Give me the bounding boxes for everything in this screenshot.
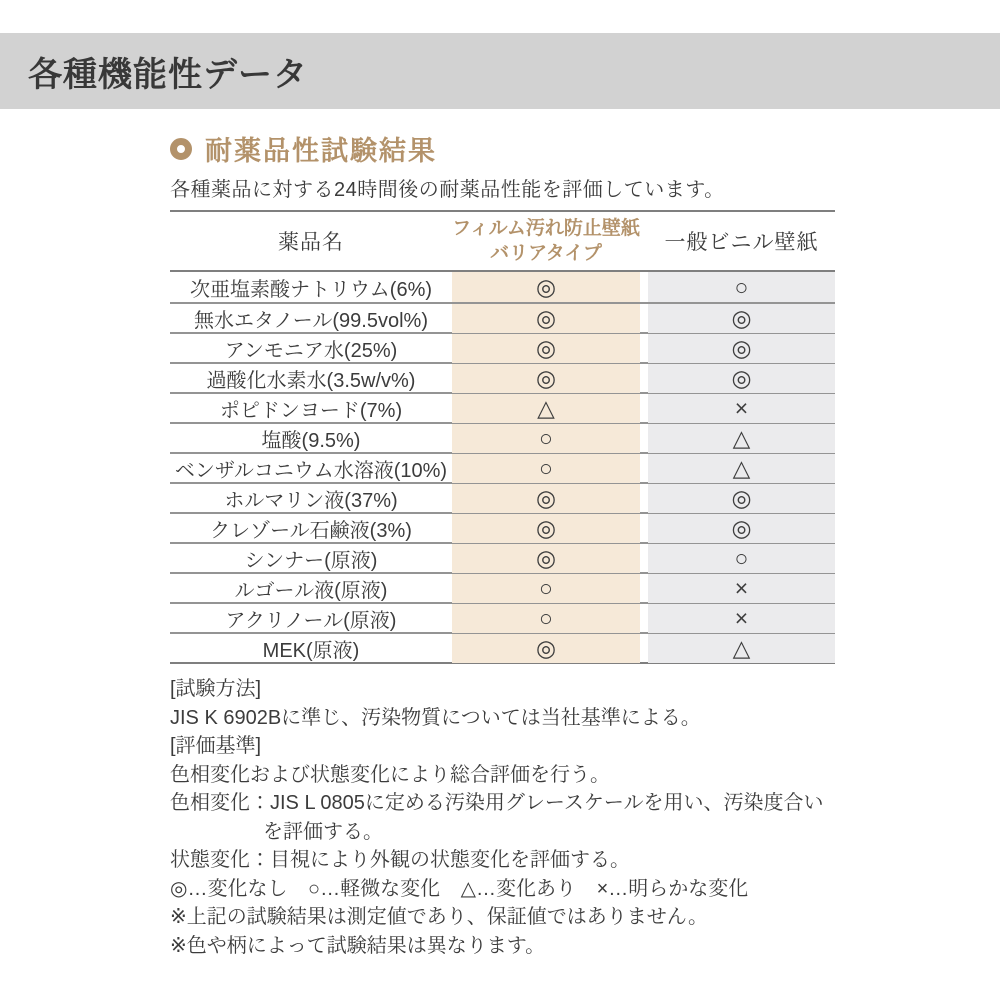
vinyl-wallpaper-rating: △ (648, 634, 835, 663)
chemical-name: アンモニア水(25%) (224, 340, 398, 362)
vinyl-wallpaper-rating: ◎ (648, 304, 835, 333)
column-gap (640, 212, 648, 270)
film-wallpaper-rating: △ (452, 394, 640, 423)
column-gap (640, 574, 648, 603)
disclaimer-color-pattern: ※色や柄によって試験結果は異なります。 (170, 934, 546, 957)
film-wallpaper-rating: ◎ (452, 484, 640, 513)
table-row (170, 512, 835, 542)
page-title: 各種機能性データ (28, 55, 308, 94)
legend-item-clear-change: ×…明らかな変化 (596, 877, 749, 900)
legend-item-change: △…変化あり (460, 877, 577, 900)
table-row (170, 632, 835, 662)
chemical-resistance-table (170, 210, 835, 664)
column-gap (640, 334, 648, 363)
film-wallpaper-rating: ◎ (452, 304, 640, 333)
table-row (170, 392, 835, 422)
film-wallpaper-rating: ◎ (452, 634, 640, 663)
section-heading (170, 129, 437, 168)
column-gap (640, 484, 648, 513)
column-gap (640, 364, 648, 393)
column-header-film-wallpaper (452, 212, 640, 270)
column-gap (640, 304, 648, 333)
vinyl-wallpaper-rating: ○ (648, 272, 835, 302)
legend-item-no-change: ◎…変化なし (170, 877, 288, 900)
table-row (170, 362, 835, 392)
column-gap (640, 514, 648, 543)
vinyl-wallpaper-rating: × (648, 394, 835, 423)
disclaimer-measured-values: ※上記の試験結果は測定値であり、保証値ではありません。 (170, 906, 708, 928)
column-gap (640, 272, 648, 302)
test-method-label: [試験方法] (170, 678, 262, 700)
film-wallpaper-rating: ◎ (452, 544, 640, 573)
criteria-label: [評価基準] (170, 735, 262, 757)
table-row (170, 602, 835, 632)
vinyl-wallpaper-rating: ◎ (648, 484, 835, 513)
chemical-name: ベンザルコニウム水溶液(10%) (174, 460, 448, 482)
film-wallpaper-rating: ◎ (452, 334, 640, 363)
hue-change-line2: を評価する。 (263, 820, 383, 843)
column-header-film-line2: バリアタイプ (490, 243, 602, 264)
chemical-name: 過酸化水素水(3.5w/v%) (206, 370, 416, 392)
notes-block (170, 675, 860, 960)
table-header-row (170, 212, 835, 272)
chemical-name: ホルマリン液(37%) (224, 490, 398, 512)
table-row (170, 482, 835, 512)
column-gap (640, 394, 648, 423)
test-method-text: JIS K 6902Bに準じ、汚染物質については当社基準による。 (170, 706, 701, 729)
vinyl-wallpaper-rating: × (648, 574, 835, 603)
hue-change-line1: 色相変化：JIS L 0805に定める汚染用グレースケールを用い、汚染度合い (170, 792, 824, 814)
state-change-text: 状態変化：目視により外観の状態変化を評価する。 (170, 849, 630, 871)
table-row (170, 272, 835, 302)
film-wallpaper-rating: ○ (452, 424, 640, 453)
vinyl-wallpaper-rating: △ (648, 454, 835, 483)
rating-legend (170, 875, 860, 904)
film-wallpaper-rating: ○ (452, 574, 640, 603)
film-wallpaper-rating: ◎ (452, 364, 640, 393)
chemical-name: 次亜塩素酸ナトリウム(6%) (189, 278, 433, 301)
film-wallpaper-rating: ○ (452, 454, 640, 483)
column-gap (640, 604, 648, 633)
column-gap (640, 424, 648, 453)
chemical-name: MEK(原液) (262, 640, 360, 662)
table-row (170, 452, 835, 482)
column-header-chemical: 薬品名 (278, 231, 344, 254)
chemical-name: 塩酸(9.5%) (261, 430, 361, 452)
column-gap (640, 634, 648, 663)
page-title-bar (0, 33, 1000, 109)
column-header-film-line1: フィルム汚れ防止壁紙 (452, 218, 640, 239)
section-heading-text: 耐薬品性試験結果 (205, 136, 437, 166)
criteria-text: 色相変化および状態変化により総合評価を行う。 (170, 763, 610, 786)
film-wallpaper-rating: ◎ (452, 272, 640, 302)
chemical-name: クレゾール石鹸液(3%) (210, 520, 412, 542)
ring-bullet-icon (170, 138, 192, 160)
vinyl-wallpaper-rating: ◎ (648, 364, 835, 393)
column-gap (640, 544, 648, 573)
column-header-vinyl-wallpaper: 一般ビニル壁紙 (664, 231, 819, 254)
vinyl-wallpaper-rating: ○ (648, 544, 835, 573)
vinyl-wallpaper-rating: ◎ (648, 514, 835, 543)
table-row (170, 572, 835, 602)
chemical-name: ポピドンヨード(7%) (219, 400, 403, 422)
film-wallpaper-rating: ○ (452, 604, 640, 633)
table-row (170, 302, 835, 332)
column-gap (640, 454, 648, 483)
chemical-name: 無水エタノール(99.5vol%) (194, 310, 428, 332)
legend-item-slight-change: ○…軽微な変化 (308, 877, 441, 900)
table-row (170, 332, 835, 362)
table-row (170, 422, 835, 452)
chemical-name: ルゴール液(原液) (234, 580, 388, 602)
vinyl-wallpaper-rating: × (648, 604, 835, 633)
chemical-name: アクリノール(原液) (225, 610, 397, 632)
film-wallpaper-rating: ◎ (452, 514, 640, 543)
vinyl-wallpaper-rating: ◎ (648, 334, 835, 363)
vinyl-wallpaper-rating: △ (648, 424, 835, 453)
table-body (170, 272, 835, 662)
table-row (170, 542, 835, 572)
chemical-name: シンナー(原液) (244, 550, 378, 572)
section-description: 各種薬品に対する24時間後の耐薬品性能を評価しています。 (170, 179, 725, 201)
